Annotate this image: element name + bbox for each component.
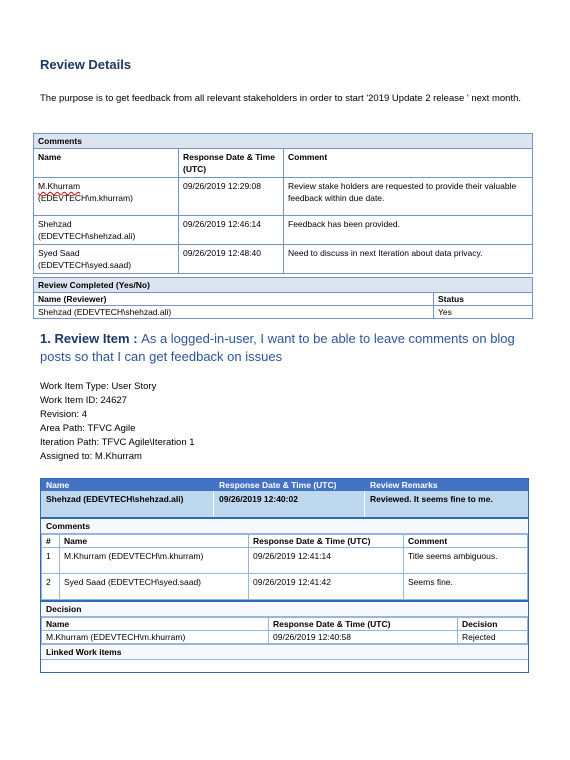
col-header-comment: Comment	[284, 149, 533, 178]
table-row	[42, 548, 528, 574]
decision-value: Rejected	[458, 631, 528, 644]
comment-text: Feedback has been provided.	[284, 216, 533, 245]
review-item-text: As a logged-in-user, I want to be able to leave comments on blog posts so that I can get feedback on issues	[40, 331, 515, 364]
comment-text: Need to discuss in next Iteration about data privacy.	[284, 245, 533, 274]
comments-caption: Comments	[34, 134, 533, 149]
decision-caption: Decision	[41, 600, 528, 617]
summary-header	[41, 479, 528, 491]
col-header-num: #	[42, 535, 60, 548]
comment-text: Review stake holders are requested to provide their valuable feedback within due date.	[284, 178, 533, 216]
comment-text: Title seems ambiguous.	[404, 548, 528, 574]
col-header-name: Name	[34, 149, 179, 178]
col-header-decision: Decision	[458, 618, 528, 631]
comment-num: 2	[42, 574, 60, 600]
commenter-name: Syed Saad (EDEVTECH\syed.saad)	[60, 574, 249, 600]
comments-table	[33, 133, 533, 274]
commenter-name: M.Khurram (EDEVTECH\m.khurram)	[60, 548, 249, 574]
reviewer-name: Shehzad (EDEVTECH\shehzad.ali)	[34, 306, 434, 319]
summary-time: 09/26/2019 12:40:02	[214, 491, 365, 517]
table-row	[42, 574, 528, 600]
page-title: Review Details	[40, 57, 132, 72]
work-item-meta	[40, 380, 195, 464]
decision-name: M.Khurram (EDEVTECH\m.khurram)	[42, 631, 269, 644]
summary-row	[41, 491, 528, 519]
linked-caption: Linked Work items	[41, 644, 528, 660]
col-header-name: Name	[42, 618, 269, 631]
review-item-prefix: 1. Review Item :	[40, 331, 142, 346]
table-row	[34, 178, 533, 216]
meta-type: Work Item Type: User Story	[40, 381, 157, 392]
review-item-box	[40, 478, 529, 673]
item-comments-table	[41, 534, 528, 600]
summary-col-remarks: Review Remarks	[370, 480, 438, 490]
reviewer-name: Syed Saad	[38, 248, 80, 258]
reviewer-account: (EDEVTECH\m.khurram)	[38, 193, 133, 203]
col-header-time: Response Date & Time (UTC)	[179, 149, 284, 178]
meta-assigned: Assigned to: M.Khurram	[40, 451, 142, 462]
meta-area: Area Path: TFVC Agile	[40, 423, 136, 434]
col-header-reviewer: Name (Reviewer)	[34, 293, 434, 306]
decision-table	[41, 617, 528, 644]
col-header-time: Response Date & Time (UTC)	[249, 535, 404, 548]
reviewer-name: M.Khurram	[38, 181, 81, 191]
col-header-status: Status	[434, 293, 533, 306]
reviewer-account: (EDEVTECH\shehzad.ali)	[38, 231, 136, 241]
table-row	[34, 306, 533, 319]
purpose-text: The purpose is to get feedback from all relevant stakeholders in order to start '2019 Update 2 release ' next month.	[40, 93, 522, 104]
comment-time: 09/26/2019 12:41:42	[249, 574, 404, 600]
response-time: 09/26/2019 12:29:08	[179, 178, 284, 216]
item-comments-caption: Comments	[41, 519, 528, 534]
summary-remarks: Reviewed. It seems fine to me.	[370, 494, 493, 504]
reviewer-account: (EDEVTECH\syed.saad)	[38, 260, 132, 270]
review-completed-table	[33, 277, 533, 319]
table-row	[34, 216, 533, 245]
col-header-time: Response Date & Time (UTC)	[269, 618, 458, 631]
comment-time: 09/26/2019 12:41:14	[249, 548, 404, 574]
meta-revision: Revision: 4	[40, 409, 87, 420]
review-completed-caption: Review Completed (Yes/No)	[34, 278, 533, 293]
response-time: 09/26/2019 12:46:14	[179, 216, 284, 245]
comment-num: 1	[42, 548, 60, 574]
decision-time: 09/26/2019 12:40:58	[269, 631, 458, 644]
comment-text: Seems fine.	[404, 574, 528, 600]
linked-items-area	[41, 660, 528, 672]
reviewer-name: Shehzad	[38, 219, 72, 229]
response-time: 09/26/2019 12:48:40	[179, 245, 284, 274]
meta-id: Work Item ID: 24627	[40, 395, 127, 406]
col-header-name: Name	[60, 535, 249, 548]
status-value: Yes	[434, 306, 533, 319]
summary-col-name: Name	[46, 480, 70, 490]
summary-name: Shehzad (EDEVTECH\shehzad.ali)	[41, 491, 214, 517]
col-header-comment: Comment	[404, 535, 528, 548]
table-row	[42, 631, 528, 644]
summary-col-time: Response Date & Time (UTC)	[219, 480, 337, 490]
review-item-title	[40, 330, 530, 366]
table-row	[34, 245, 533, 274]
meta-iteration: Iteration Path: TFVC Agile\Iteration 1	[40, 437, 195, 448]
